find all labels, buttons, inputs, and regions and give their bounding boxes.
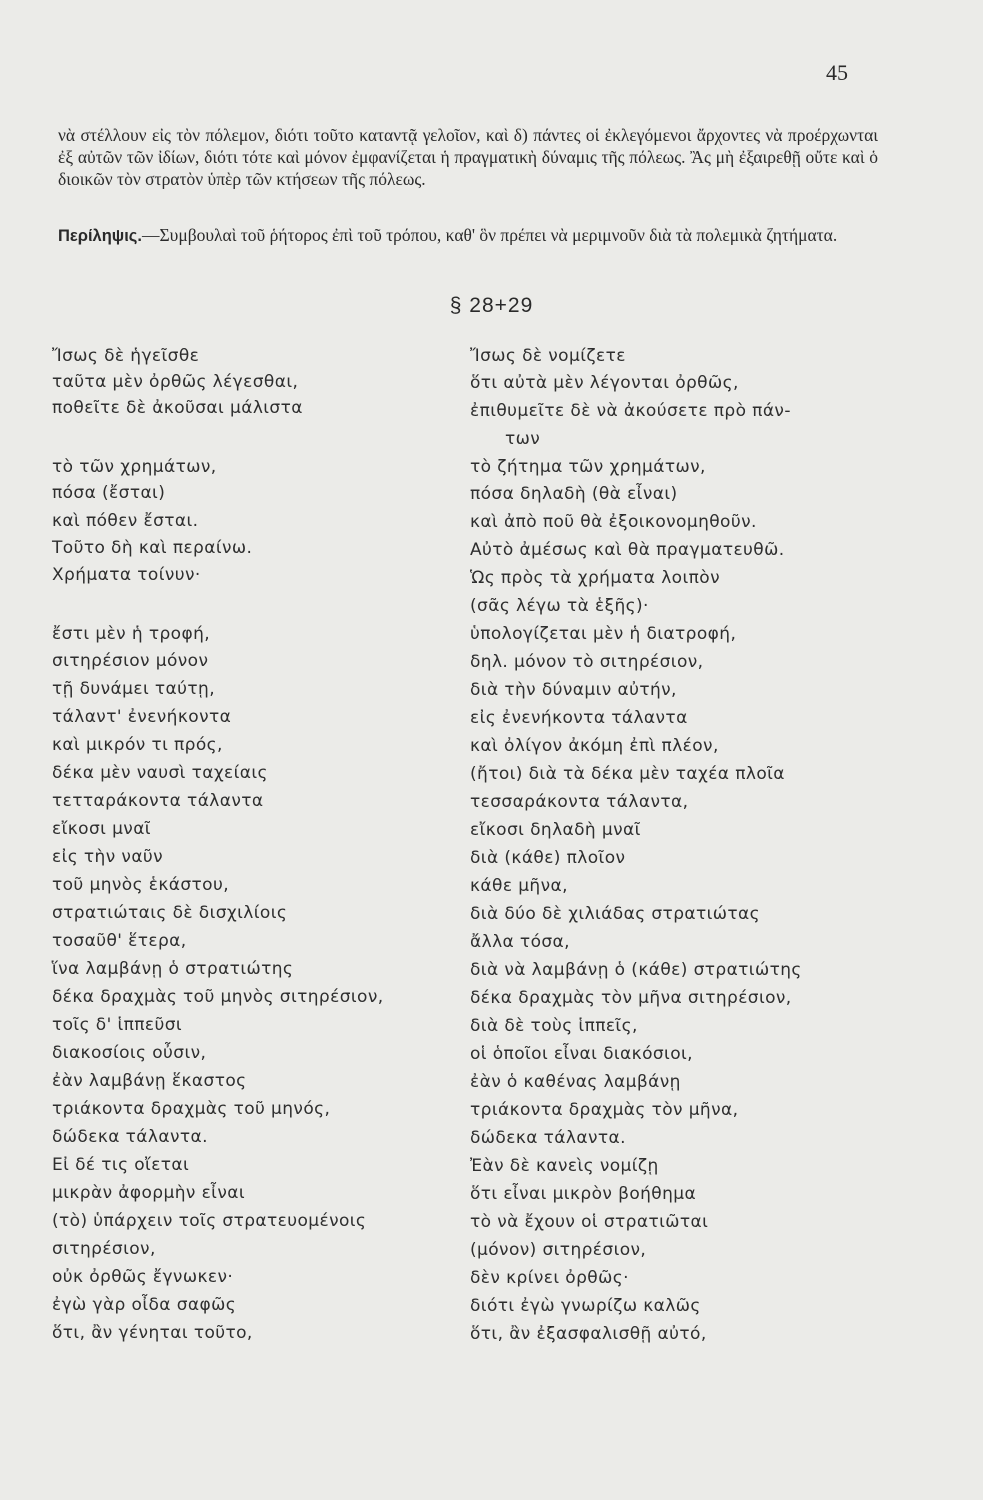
translation-line: δηλ. μόνον τὸ σιτηρέσιον,: [470, 652, 704, 672]
translation-line: πόσα δηλαδὴ (θὰ εἶναι): [470, 484, 678, 504]
summary-label: Περίληψις.: [58, 227, 142, 245]
translation-line: καὶ ἀπὸ ποῦ θὰ ἐξοικονομηθοῦν.: [470, 512, 757, 532]
translation-line: εἰς ἐνενήκοντα τάλαντα: [470, 708, 688, 728]
translation-line: δέκα δραχμὰς τὸν μῆνα σιτηρέσιον,: [470, 988, 792, 1008]
summary-paragraph: [58, 224, 878, 247]
translation-line: τεσσαράκοντα τάλαντα,: [470, 792, 689, 812]
translation-line: (σᾶς λέγω τὰ ἑξῆς)·: [470, 596, 649, 616]
translation-line: ὅτι εἶναι μικρὸν βοήθημα: [470, 1184, 697, 1204]
original-line: οὐκ ὀρθῶς ἔγνωκεν·: [52, 1267, 234, 1287]
intro-text: νὰ στέλλουν εἰς τὸν πόλεμον, διότι τοῦτο καταντᾷ γελοῖον, καὶ δ) πάντες οἱ ἐκλεγόμενοι ἄρχοντες νὰ προέρχωνται ἐξ αὐτῶν τῶν ἰδίων, διότι τότε καὶ μόνον ἐμφανίζεται ἡ πραγματικὴ δύναμις τῆς πόλεως. Ἂς μὴ ἐξαιρεθῇ οὔτε καὶ ὁ διοικῶν τὸν στρατὸν ὑπὲρ τῶν κτήσεων τῆς πόλεως.: [58, 125, 878, 189]
translation-line: ἄλλα τόσα,: [470, 932, 570, 952]
translation-line: τὸ νὰ ἔχουν οἱ στρατιῶται: [470, 1212, 709, 1232]
translation-line: διὰ νὰ λαμβάνῃ ὁ (κάθε) στρατιώτης: [470, 960, 802, 980]
original-line: τριάκοντα δραχμὰς τοῦ μηνός,: [52, 1099, 331, 1119]
translation-line: (ἤτοι) διὰ τὰ δέκα μὲν ταχέα πλοῖα: [470, 764, 785, 784]
original-line: στρατιώταις δὲ δισχιλίοις: [52, 903, 288, 923]
original-line: σιτηρέσιον,: [52, 1239, 156, 1259]
original-line: τῇ δυνάμει ταύτῃ,: [52, 679, 216, 699]
intro-paragraph: [58, 124, 878, 190]
original-line: Ἴσως δὲ ἡγεῖσθε: [52, 346, 200, 366]
original-line: εἰς τὴν ναῦν: [52, 847, 164, 867]
original-line: τοῖς δ' ἱππεῦσι: [52, 1015, 183, 1035]
original-line: εἴκοσι μναῖ: [52, 819, 151, 839]
original-line: ἐγὼ γὰρ οἶδα σαφῶς: [52, 1295, 237, 1315]
translation-line: Ἴσως δὲ νομίζετε: [470, 346, 626, 366]
translation-line: διὰ (κάθε) πλοῖον: [470, 848, 626, 868]
original-line: δέκα δραχμὰς τοῦ μηνὸς σιτηρέσιον,: [52, 987, 384, 1007]
translation-line: διότι ἐγὼ γνωρίζω καλῶς: [470, 1296, 701, 1316]
original-line: τάλαντ' ἐνενήκοντα: [52, 707, 232, 727]
original-line: ἔστι μὲν ἡ τροφή,: [52, 624, 211, 644]
original-line: Χρήματα τοίνυν·: [52, 565, 201, 585]
translation-line: ἐπιθυμεῖτε δὲ νὰ ἀκούσετε πρὸ πάν-: [470, 401, 791, 421]
original-line: τὸ τῶν χρημάτων,: [52, 457, 217, 477]
original-line: (τὸ) ὑπάρχειν τοῖς στρατευομένοις: [52, 1211, 367, 1231]
original-line: μικρὰν ἀφορμὴν εἶναι: [52, 1183, 245, 1203]
original-line: καὶ μικρόν τι πρός,: [52, 735, 223, 755]
translation-line: κάθε μῆνα,: [470, 876, 568, 896]
translation-line: ἐὰν ὁ καθένας λαμβάνῃ: [470, 1072, 681, 1092]
original-line: ποθεῖτε δὲ ἀκοῦσαι μάλιστα: [52, 398, 303, 418]
original-line: τοσαῦθ' ἕτερα,: [52, 931, 187, 951]
original-line: Εἰ δέ τις οἴεται: [52, 1155, 190, 1175]
translation-line: τὸ ζήτημα τῶν χρημάτων,: [470, 457, 706, 477]
original-line: τετταράκοντα τάλαντα: [52, 791, 264, 811]
original-line: δώδεκα τάλαντα.: [52, 1127, 208, 1147]
original-line: Τοῦτο δὴ καὶ περαίνω.: [52, 538, 253, 558]
original-line: τοῦ μηνὸς ἑκάστου,: [52, 875, 230, 895]
translation-line: (μόνον) σιτηρέσιον,: [470, 1240, 647, 1260]
translation-line: ὑπολογίζεται μὲν ἡ διατροφή,: [470, 624, 737, 644]
original-line: διακοσίοις οὖσιν,: [52, 1043, 207, 1063]
translation-line: διὰ δύο δὲ χιλιάδας στρατιώτας: [470, 904, 761, 924]
translation-line: Ἐὰν δὲ κανεὶς νομίζῃ: [470, 1156, 659, 1176]
translation-line: των: [505, 429, 541, 449]
translation-line: διὰ δὲ τοὺς ἱππεῖς,: [470, 1016, 638, 1036]
translation-line: δώδεκα τάλαντα.: [470, 1128, 626, 1148]
translation-line: διὰ τὴν δύναμιν αὐτήν,: [470, 680, 677, 700]
section-heading: § 28+29: [449, 294, 534, 317]
translation-line: καὶ ὀλίγον ἀκόμη ἐπὶ πλέον,: [470, 736, 719, 756]
translation-line: τριάκοντα δραχμὰς τὸν μῆνα,: [470, 1100, 739, 1120]
summary-text: —Συμβουλαὶ τοῦ ῥήτορος ἐπὶ τοῦ τρόπου, καθ' ὃν πρέπει νὰ μεριμνοῦν διὰ τὰ πολεμικὰ ζητήματα.: [141, 225, 838, 245]
translation-line: δὲν κρίνει ὀρθῶς·: [470, 1268, 629, 1288]
translation-line: ὅτι, ἂν ἐξασφαλισθῇ αὐτό,: [470, 1324, 707, 1344]
translation-line: Αὐτὸ ἀμέσως καὶ θὰ πραγματευθῶ.: [470, 540, 785, 560]
original-line: καὶ πόθεν ἔσται.: [52, 511, 199, 531]
original-line: δέκα μὲν ναυσὶ ταχείαις: [52, 763, 268, 783]
translation-line: Ὡς πρὸς τὰ χρήματα λοιπὸν: [470, 568, 720, 588]
original-line: ταῦτα μὲν ὀρθῶς λέγεσθαι,: [52, 372, 299, 392]
translation-line: ὅτι αὐτὰ μὲν λέγονται ὀρθῶς,: [470, 373, 739, 393]
translation-line: οἱ ὁποῖοι εἶναι διακόσιοι,: [470, 1044, 693, 1064]
original-line: ἵνα λαμβάνῃ ὁ στρατιώτης: [52, 959, 294, 979]
original-line: σιτηρέσιον μόνον: [52, 651, 209, 671]
original-line: ὅτι, ἂν γένηται τοῦτο,: [52, 1323, 253, 1343]
page-number: 45: [826, 60, 848, 85]
original-line: πόσα (ἔσται): [52, 483, 166, 503]
original-line: ἐὰν λαμβάνῃ ἕκαστος: [52, 1071, 247, 1091]
translation-line: εἴκοσι δηλαδὴ μναῖ: [470, 820, 641, 840]
